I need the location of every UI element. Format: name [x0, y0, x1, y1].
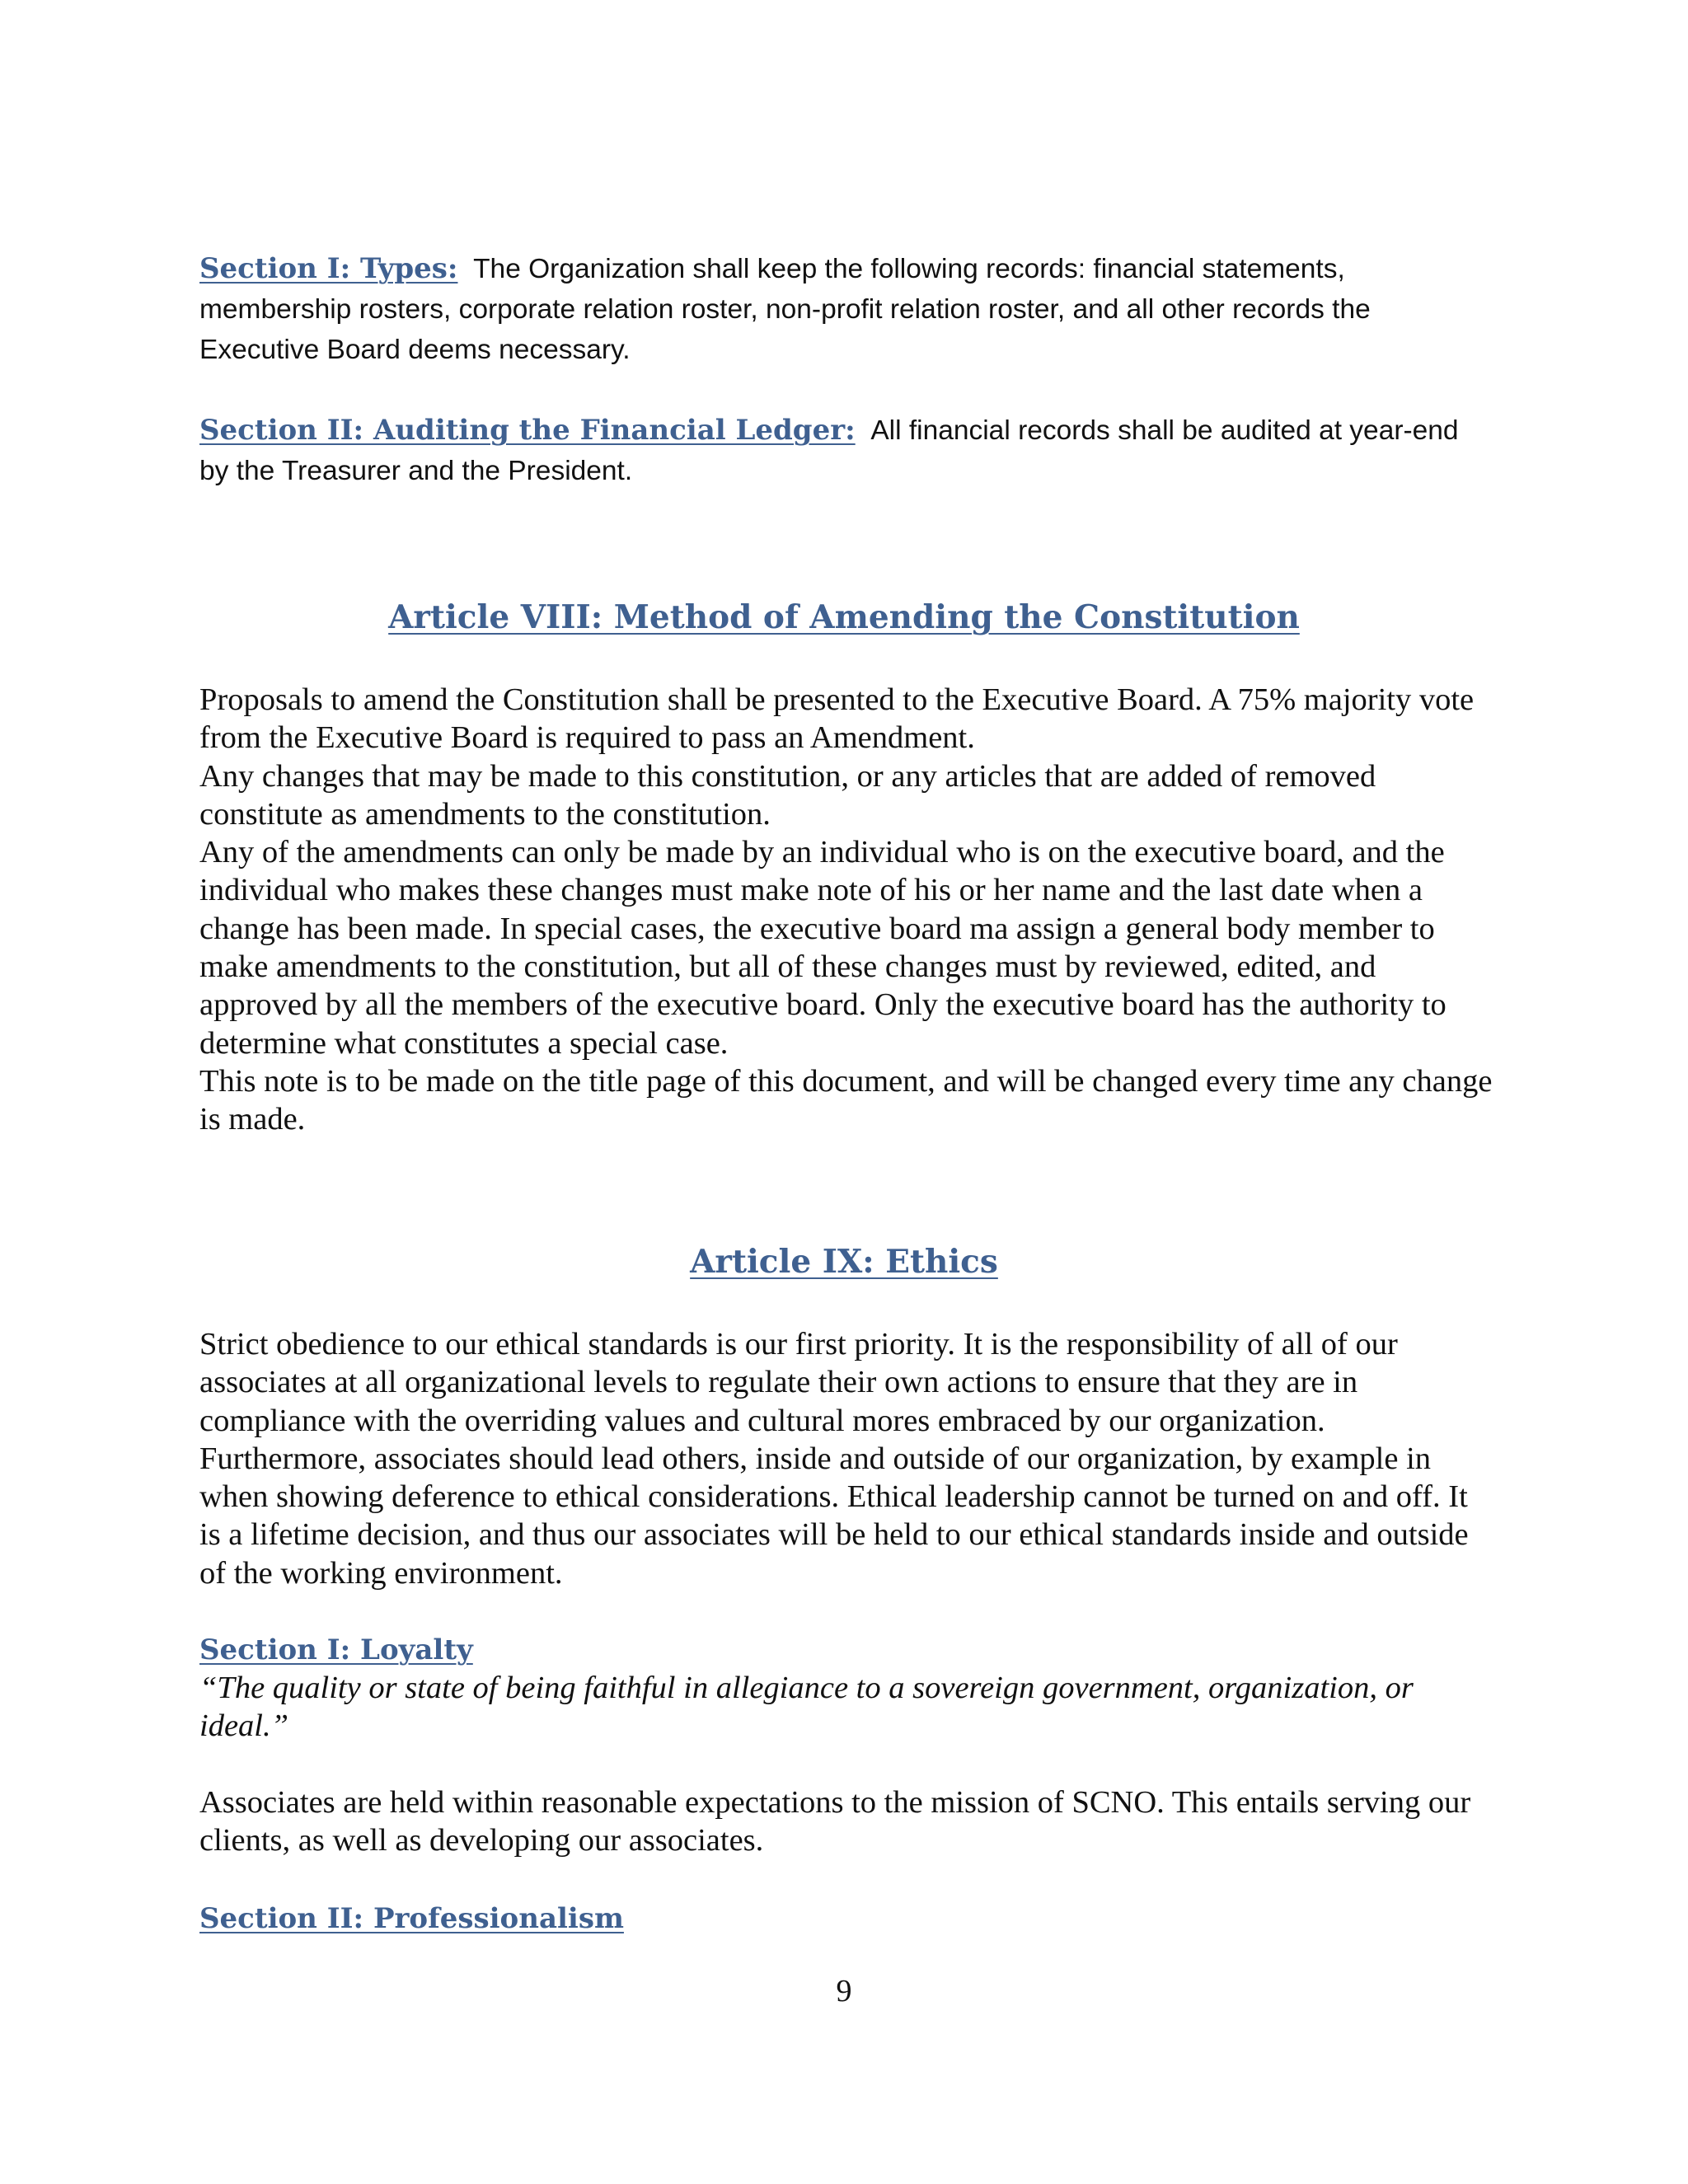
ethics-section-loyalty [199, 1631, 1493, 1746]
records-section-auditing-heading: Section II: Auditing the Financial Ledger: [199, 414, 856, 447]
article-viii-title: Article VIII: Method of Amending the Constitution [388, 598, 1300, 636]
article-viii-paragraph-4: This note is to be made on the title page of this document, and will be changed every time any change is made. [199, 1063, 1493, 1137]
page-number: 9 [836, 1974, 852, 2008]
article-ix-intro-paragraph: Strict obedience to our ethical standards is our first priority. It is the responsibility of all of our associates at all organizational levels to regulate their own actions to ensure that they are in compliance with the overriding values and cultural mores embraced by our organization. Furthermore, associates should lead others, inside and outside of our organization, by example in when showing deference to ethical considerations. Ethical leadership cannot be turned on and off. It is a lifetime decision, and thus our associates will be held to our ethical standards inside and outside of the working environment. [199, 1327, 1469, 1591]
ethics-section-loyalty-text: Associates are held within reasonable expectations to the mission of SCNO. This entails serving our clients, as well as developing our associates. [199, 1785, 1471, 1858]
records-section-auditing [199, 410, 1493, 491]
article-ix-intro [199, 1325, 1493, 1592]
article-viii-paragraph-3: Any of the amendments can only be made by an individual who is on the executive board, and the individual who makes these changes must make note of his or her name and the last date when a change has been made. In special cases, the executive board ma assign a general body member to make amendments to the constitution, but all of these changes must by reviewed, edited, and approved by all the members of the executive board. Only the executive board has the authority to determine what constitutes a special case. [199, 835, 1447, 1061]
article-viii-paragraph-1: Proposals to amend the Constitution shall be presented to the Executive Board. A 75% majority vote from the Executive Board is required to pass an Amendment. [199, 682, 1475, 756]
records-section-types-heading: Section I: Types: [199, 252, 458, 285]
article-ix-title: Article IX: Ethics [690, 1243, 998, 1281]
article-viii-paragraph-2: Any changes that may be made to this constitution, or any articles that are added of removed constitute as amendments to the constitution. [199, 758, 1376, 832]
ethics-section-loyalty-body [199, 1783, 1493, 1860]
records-section-auditing-paragraph [199, 410, 1493, 491]
records-section-auditing-text: All financial records shall be audited at year-end by the Treasurer and the President. [199, 415, 1459, 486]
ethics-section-professionalism-heading: Section II: Professionalism [199, 1902, 624, 1935]
records-section-types-text: The Organization shall keep the following records: financial statements, membership rosters, corporate relation roster, non-profit relation roster, and all other records the Executive Board deems necessary. [199, 254, 1371, 365]
article-viii-body [199, 681, 1493, 1139]
records-section-types-paragraph [199, 249, 1493, 370]
ethics-section-loyalty-quote: “The quality or state of being faithful in allegiance to a sovereign government, organization, or ideal.” [199, 1671, 1414, 1744]
ethics-section-loyalty-heading: Section I: Loyalty [199, 1633, 473, 1666]
ethics-section-professionalism [199, 1900, 1493, 1938]
records-section-types [199, 249, 1493, 370]
